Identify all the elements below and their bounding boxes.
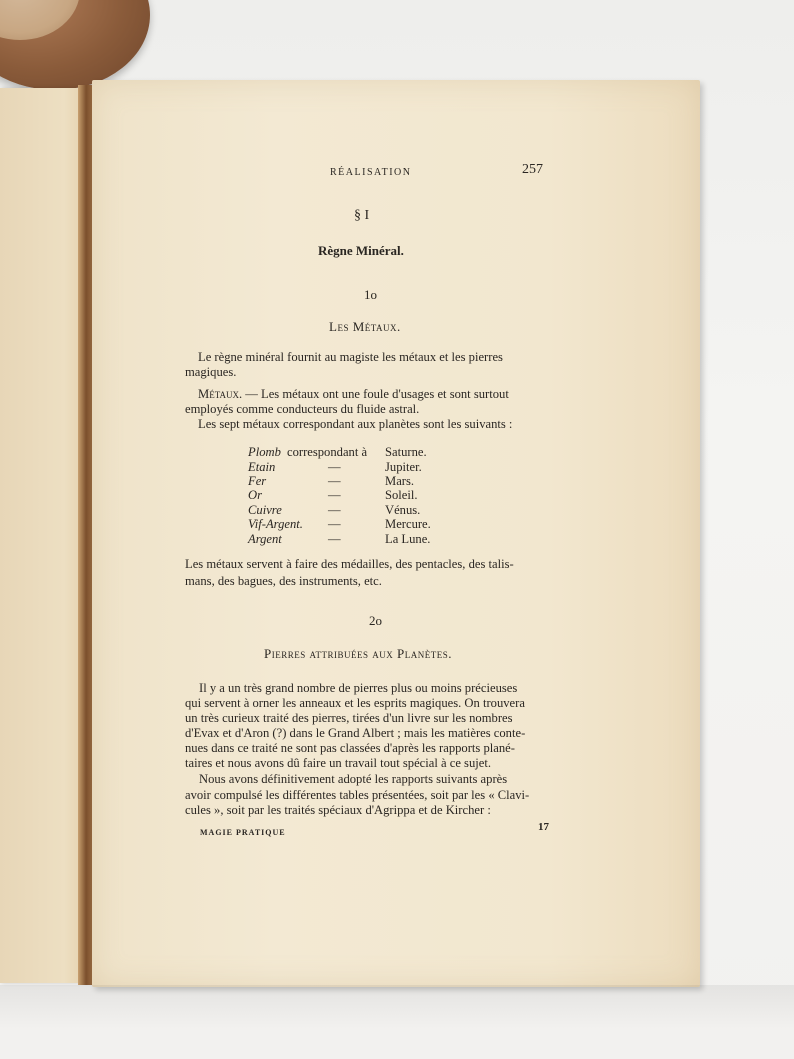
paragraph-line: Les métaux servent à faire des médailles, des pentacles, des talis- (185, 557, 514, 571)
subsection-number: 2o (369, 613, 382, 628)
subsection-number: 1o (364, 287, 377, 302)
page-text (92, 80, 700, 987)
metal-link: — (328, 503, 341, 517)
paragraph-line: mans, des bagues, des instruments, etc. (185, 574, 382, 588)
bottom-shadow (0, 985, 794, 1059)
running-head: RÉALISATION (330, 167, 412, 178)
paragraph-text: — Les métaux ont une foule d'usages et sont surtout (242, 387, 509, 401)
metal-link: — (328, 517, 341, 531)
metal-name: Fer (248, 474, 267, 488)
page-number: 257 (522, 162, 543, 177)
paragraph-line: qui servent à orner les anneaux et les esprits magiques. On trouvera (185, 696, 525, 710)
metal-name: Or (248, 488, 262, 502)
metal-name: Cuivre (248, 503, 282, 517)
section-mark: § I (354, 208, 370, 223)
planet-name: Jupiter. (385, 460, 422, 474)
section-title: Règne Minéral. (318, 243, 404, 258)
paragraph-line: Les sept métaux correspondant aux planètes sont les suivants : (198, 417, 513, 431)
planet-name: Vénus. (385, 503, 421, 517)
subsection-title: Pierres attribuées aux Planètes. (264, 646, 452, 661)
paragraph-line: employés comme conducteurs du fluide astral. (185, 402, 420, 416)
metal-name: Plomb (248, 445, 281, 459)
metal-link: — (328, 532, 341, 546)
planet-name: Mercure. (385, 517, 431, 531)
paragraph-line: cules », soit par les traités spéciaux d'Agrippa et de Kircher : (185, 803, 491, 817)
lead-word: Métaux. (198, 387, 243, 401)
planet-name: Saturne. (385, 445, 427, 459)
paragraph-line (198, 387, 509, 402)
footer-title: MAGIE PRATIQUE (200, 828, 286, 837)
paragraph-line: d'Evax et d'Aron (?) dans le Grand Albert ; mais les matières conte- (185, 726, 526, 740)
paragraph-line: nues dans ce traité ne sont pas classées d'après les rapports plané- (185, 741, 515, 755)
paragraph-line: avoir compulsé les différentes tables présentées, soit par les « Clavi- (185, 788, 530, 802)
subsection-title: Les Métaux. (329, 319, 401, 334)
book-page (92, 80, 700, 987)
paragraph-line: un très curieux traité des pierres, tirées d'un livre sur les nombres (185, 711, 513, 725)
planet-name: Soleil. (385, 488, 418, 502)
metal-link: — (328, 474, 341, 488)
metal-link: correspondant à (287, 445, 368, 459)
paragraph-line: Il y a un très grand nombre de pierres plus ou moins précieuses (199, 681, 518, 695)
metal-name: Etain (248, 460, 276, 474)
paragraph-line: Le règne minéral fournit au magiste les métaux et les pierres (198, 350, 503, 364)
paragraph-line: taires et nous avons dû faire un travail tout spécial à ce sujet. (185, 756, 491, 770)
metal-name: Argent (248, 532, 282, 546)
paragraph-line: Nous avons définitivement adopté les rapports suivants après (199, 772, 508, 786)
metal-name: Vif-Argent. (248, 517, 303, 531)
metal-link: — (328, 488, 341, 502)
paragraph-line: magiques. (185, 365, 237, 379)
signature-mark: 17 (538, 821, 549, 833)
planet-name: Mars. (385, 474, 415, 488)
metal-link: — (328, 460, 341, 474)
planet-name: La Lune. (385, 532, 431, 546)
